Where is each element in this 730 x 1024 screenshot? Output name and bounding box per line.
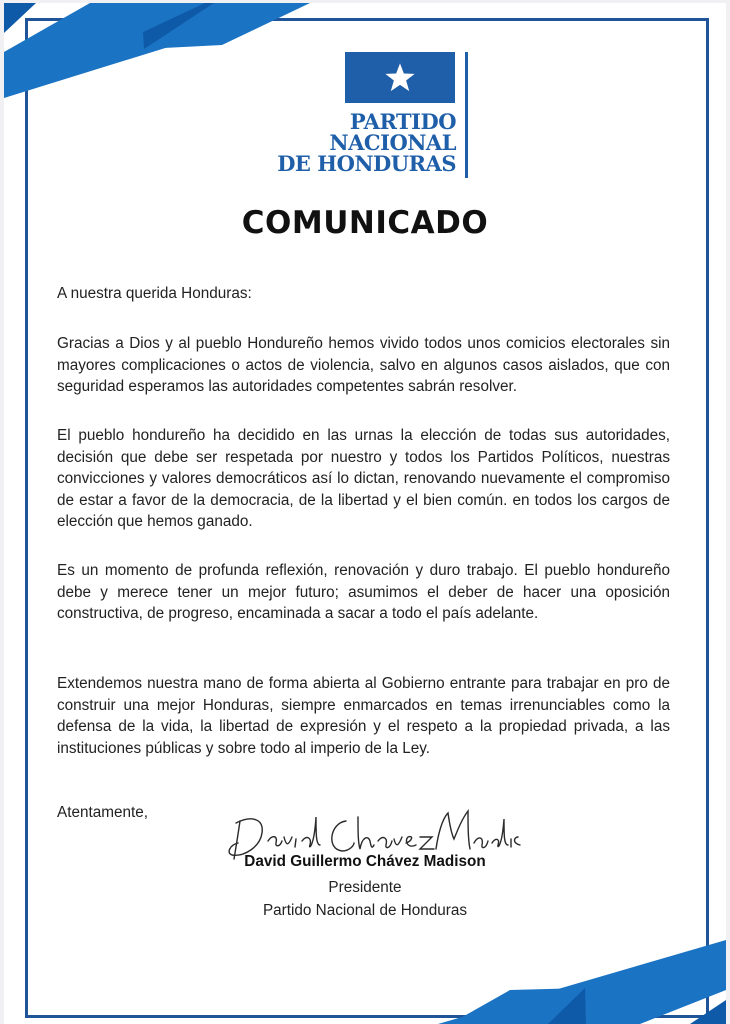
signatory-name: David Guillermo Chávez Madison <box>244 853 486 870</box>
paragraph-3: Es un momento de profunda reflexión, renovación y duro trabajo. El pueblo hondureño debe y merece tener un mejor futuro; asumimos el deber de hacer una oposición constructiva, de progreso, encaminada a sacar a todo el país adelante. <box>57 562 670 622</box>
corner-triangle-top-left <box>4 3 36 33</box>
logo-line-2: NACIONAL <box>329 130 456 155</box>
logo-line-1: PARTIDO <box>349 109 456 134</box>
paragraph-4: Extendemos nuestra mano de forma abierta al Gobierno entrante para trabajar en pro de construir una mejor Honduras, siempre enmarcados en temas irrenunciables como la defensa de la vida, la libertad de expresión y el respeto a la propiedad privada, a las instituciones públicas y sobre todo al imperio de la Ley. <box>57 675 670 757</box>
paragraph-1: Gracias a Dios y al pueblo Hondureño hemos vivido todos unos comicios electorales sin mayores complicaciones o actos de violencia, salvo en algunos casos aislados, que con seguridad esperamos las autoridades competentes sabrán resolver. <box>57 335 670 395</box>
signatory-role: Presidente <box>328 879 402 896</box>
greeting: A nuestra querida Honduras: <box>57 285 252 302</box>
party-logo <box>258 52 472 182</box>
signatory-organization: Partido Nacional de Honduras <box>262 902 468 919</box>
paragraph-2: El pueblo hondureño ha decidido en las urnas la elección de todas sus autoridades, decisión que debe ser respetada por nuestro y todos los Partidos Políticos, nuestras convicciones y valores democráticos así lo dictan, renovando nuevamente el compromiso de estar a favor de la democracia, de la libertad y el bien común. en todos los cargos de elección que hemos ganado. <box>57 427 670 530</box>
corner-triangle-bottom-right <box>690 1000 726 1024</box>
logo-wordmark <box>277 111 456 174</box>
logo-flag <box>345 52 455 103</box>
logo-line-3: DE HONDURAS <box>277 151 456 176</box>
logo-divider <box>465 52 468 178</box>
star-icon <box>383 62 417 94</box>
closing: Atentamente, <box>57 804 148 821</box>
document-title: COMUNICADO <box>241 205 489 241</box>
